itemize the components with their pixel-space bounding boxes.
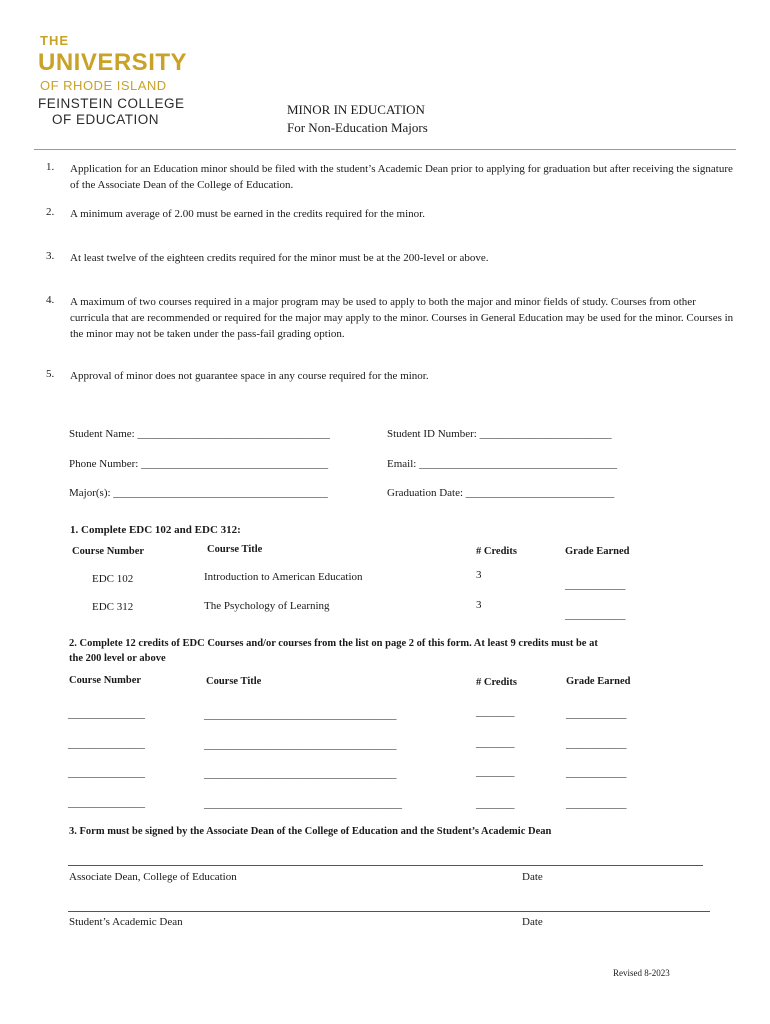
course-credits: 3 xyxy=(476,569,482,581)
graduation-date-field[interactable]: Graduation Date: ___________________________ xyxy=(387,487,615,499)
student-id-field[interactable]: Student ID Number: ________________________ xyxy=(387,428,612,440)
course-number-input[interactable]: ______________ xyxy=(68,797,145,809)
section2-heading: 2. Complete 12 credits of EDC Courses and/or courses from the list on page 2 of this form. At least 9 credits must be at xyxy=(69,638,598,649)
grade-input[interactable]: ___________ xyxy=(566,767,627,779)
course-credits: 3 xyxy=(476,599,482,611)
rule-text: A maximum of two courses required in a major program may be used to apply to both the major and minor fields of study. Courses from other curricula that are recommended or required for the major may apply to the minor. Courses in General Education may be used for the minor. Courses in the minor may not be taken under the pass-fail grading option. xyxy=(70,296,734,340)
logo-feinstein-college: FEINSTEIN COLLEGE xyxy=(38,96,185,111)
course-title-input[interactable]: ____________________________________ xyxy=(204,798,402,810)
col-credits: # Credits xyxy=(476,677,517,688)
majors-field[interactable]: Major(s): _______________________________________ xyxy=(69,487,328,499)
grade-input[interactable]: ___________ xyxy=(565,609,626,621)
credits-input[interactable]: _______ xyxy=(476,706,515,718)
page-subtitle: For Non-Education Majors xyxy=(287,120,428,135)
rule-number: 1. xyxy=(46,161,55,173)
rule-number: 5. xyxy=(46,368,55,380)
credits-input[interactable]: _______ xyxy=(476,737,515,749)
section1-heading: 1. Complete EDC 102 and EDC 312: xyxy=(70,524,241,536)
col-course-title: Course Title xyxy=(206,676,262,687)
rule-text: Application for an Education minor should be filed with the student’s Academic Dean prior to applying for graduation but after receiving the signature of the Associate Dean of the College of Education. xyxy=(70,163,733,191)
course-title: Introduction to American Education xyxy=(204,571,363,583)
logo-the: THE xyxy=(40,33,69,48)
rule-number: 2. xyxy=(46,206,55,218)
academic-dean-label: Student’s Academic Dean xyxy=(69,916,183,928)
header-divider xyxy=(34,149,736,150)
credits-input[interactable]: _______ xyxy=(476,798,515,810)
course-number: EDC 102 xyxy=(92,573,134,585)
logo-rhode-island: OF RHODE ISLAND xyxy=(40,78,167,93)
associate-dean-signature-line[interactable] xyxy=(68,865,703,866)
logo-university: UNIVERSITY xyxy=(38,49,188,76)
course-title: The Psychology of Learning xyxy=(204,600,330,612)
academic-dean-signature-line[interactable] xyxy=(68,911,710,912)
col-course-number: Course Number xyxy=(69,675,142,686)
rule-text: A minimum average of 2.00 must be earned in the credits required for the minor. xyxy=(70,208,425,220)
course-number: EDC 312 xyxy=(92,601,134,613)
grade-input[interactable]: ___________ xyxy=(565,579,626,591)
col-course-number: Course Number xyxy=(72,546,145,557)
associate-dean-date-label: Date xyxy=(522,871,543,883)
page-title: MINOR IN EDUCATION xyxy=(287,102,425,117)
col-grade: Grade Earned xyxy=(566,676,631,687)
student-name-field[interactable]: Student Name: ___________________________________ xyxy=(69,428,330,440)
col-grade: Grade Earned xyxy=(565,546,630,557)
course-title-input[interactable]: ___________________________________ xyxy=(204,709,397,721)
course-title-input[interactable]: ___________________________________ xyxy=(204,768,397,780)
course-number-input[interactable]: ______________ xyxy=(68,708,145,720)
rule-text: At least twelve of the eighteen credits required for the minor must be at the 200-level or above. xyxy=(70,252,489,264)
rule-text: Approval of minor does not guarantee space in any course required for the minor. xyxy=(70,370,429,382)
section3-heading: 3. Form must be signed by the Associate Dean of the College of Education and the Student’s Academic Dean xyxy=(69,826,552,837)
col-course-title: Course Title xyxy=(207,544,263,555)
course-number-input[interactable]: ______________ xyxy=(68,767,145,779)
credits-input[interactable]: _______ xyxy=(476,766,515,778)
rule-number: 3. xyxy=(46,250,55,262)
academic-dean-date-label: Date xyxy=(522,916,543,928)
course-title-input[interactable]: ___________________________________ xyxy=(204,739,397,751)
phone-number-field[interactable]: Phone Number: __________________________________ xyxy=(69,458,329,470)
course-number-input[interactable]: ______________ xyxy=(68,738,145,750)
grade-input[interactable]: ___________ xyxy=(566,708,627,720)
section2-heading-cont: the 200 level or above xyxy=(69,653,166,664)
email-field[interactable]: Email: ____________________________________ xyxy=(387,458,618,470)
rule-number: 4. xyxy=(46,294,55,306)
grade-input[interactable]: ___________ xyxy=(566,738,627,750)
associate-dean-label: Associate Dean, College of Education xyxy=(69,871,237,883)
grade-input[interactable]: ___________ xyxy=(566,798,627,810)
revision-note: Revised 8-2023 xyxy=(613,968,670,978)
logo-of-education: OF EDUCATION xyxy=(52,112,159,127)
col-credits: # Credits xyxy=(476,546,517,557)
